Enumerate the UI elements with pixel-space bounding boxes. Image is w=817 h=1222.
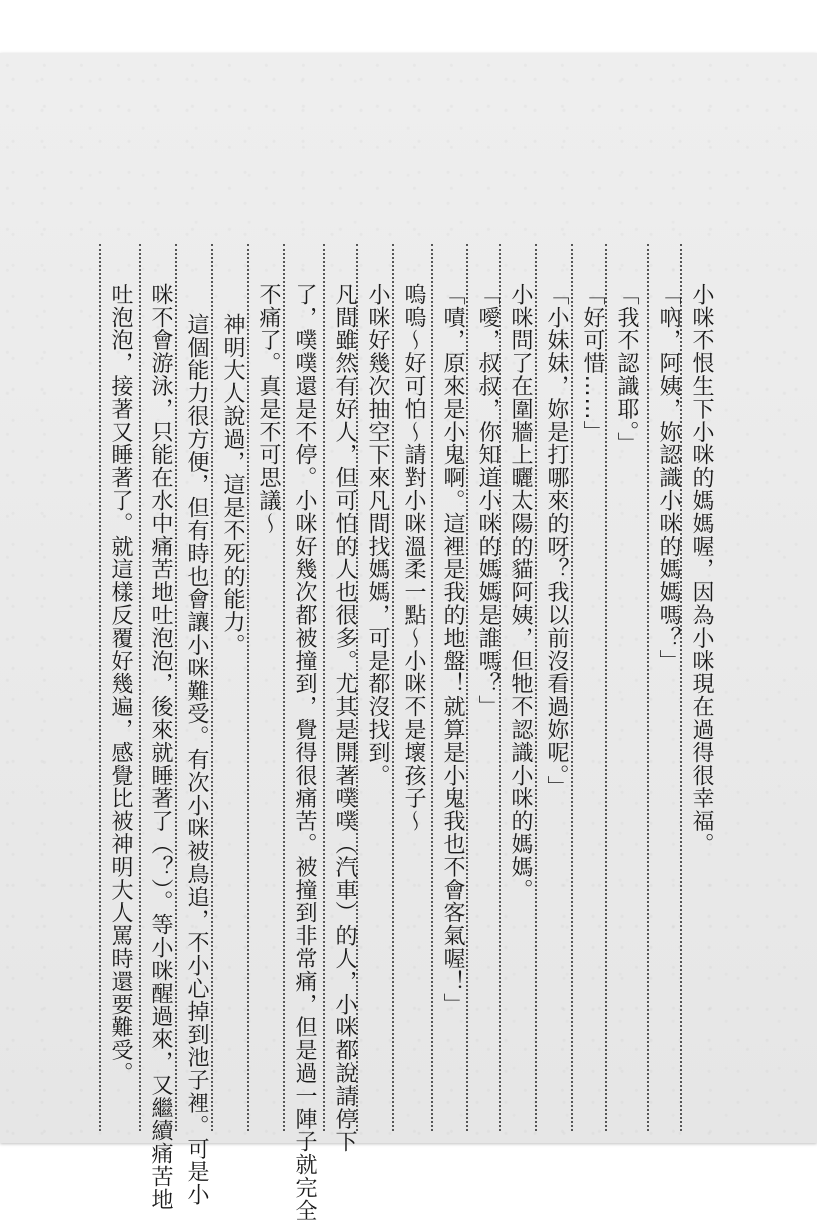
text-column-5 xyxy=(535,244,575,1131)
manuscript-page xyxy=(0,53,817,1222)
text-column-12 xyxy=(283,244,323,1222)
line-8: 「嘖，原來是小鬼啊。這裡是我的地盤！就算是小鬼我也不會客氣喔！」 xyxy=(440,283,465,1016)
line-5: 「小妹妹，妳是打哪來的呀？我以前沒看過妳呢。」 xyxy=(544,283,569,799)
line-1: 小咪不恨生下小咪的媽媽喔，因為小咪現在過得很幸福。 xyxy=(689,283,714,856)
line-9: 嗚嗚～好可怕～請對小咪溫柔一點～小咪不是壞孩子～ xyxy=(401,283,426,833)
line-12: 了，噗噗還是不停。小咪好幾次都被撞到，覺得很痛苦。被撞到非常痛，但是過一陣子就完全 xyxy=(292,283,317,1222)
text-column-14 xyxy=(211,244,251,1131)
text-column-11 xyxy=(323,244,363,1154)
text-column-17 xyxy=(99,244,139,1131)
line-10: 小咪好幾次抽空下來凡間找媽媽，可是都沒找到。 xyxy=(365,283,390,787)
text-column-9 xyxy=(392,244,432,1131)
text-column-16 xyxy=(139,244,179,1211)
line-14: 神明大人說過，這是不死的能力。 xyxy=(220,313,245,657)
text-column-2 xyxy=(647,244,687,1131)
line-7: 「噯，叔叔，你知道小咪的媽媽是誰嗎？」 xyxy=(475,283,500,719)
line-4: 「好可惜……」 xyxy=(580,283,605,444)
text-column-15 xyxy=(175,244,215,1207)
line-16: 咪不會游泳，只能在水中痛苦地吐泡泡，後來就睡著了（？）。等小咪醒過來，又繼續痛苦地 xyxy=(148,283,173,1211)
line-2: 「吶，阿姨，妳認識小咪的媽媽嗎？」 xyxy=(656,283,681,673)
text-column-4 xyxy=(571,244,611,1131)
text-column-7 xyxy=(466,244,506,1131)
text-column-13 xyxy=(247,244,287,1131)
line-6: 小咪問了在圍牆上曬太陽的貓阿姨，但牠不認識小咪的媽媽。 xyxy=(508,283,533,902)
line-17: 吐泡泡，接著又睡著了。就這樣反覆好幾遍，感覺比被神明大人罵時還要難受。 xyxy=(108,283,133,1085)
text-column-8 xyxy=(431,244,471,1131)
text-column-3 xyxy=(605,244,645,1131)
line-15: 這個能力很方便，但有時也會讓小咪難受。有次小咪被鳥追，不小心掉到池子裡。可是小 xyxy=(184,313,209,1207)
line-11: 凡間雖然有好人，但可怕的人也很多。尤其是開著噗噗（汽車）的人，小咪都說請停下 xyxy=(332,283,357,1154)
line-3: 「我不認識耶。」 xyxy=(614,283,639,456)
line-13: 不痛了。真是不可思議～ xyxy=(256,283,281,535)
